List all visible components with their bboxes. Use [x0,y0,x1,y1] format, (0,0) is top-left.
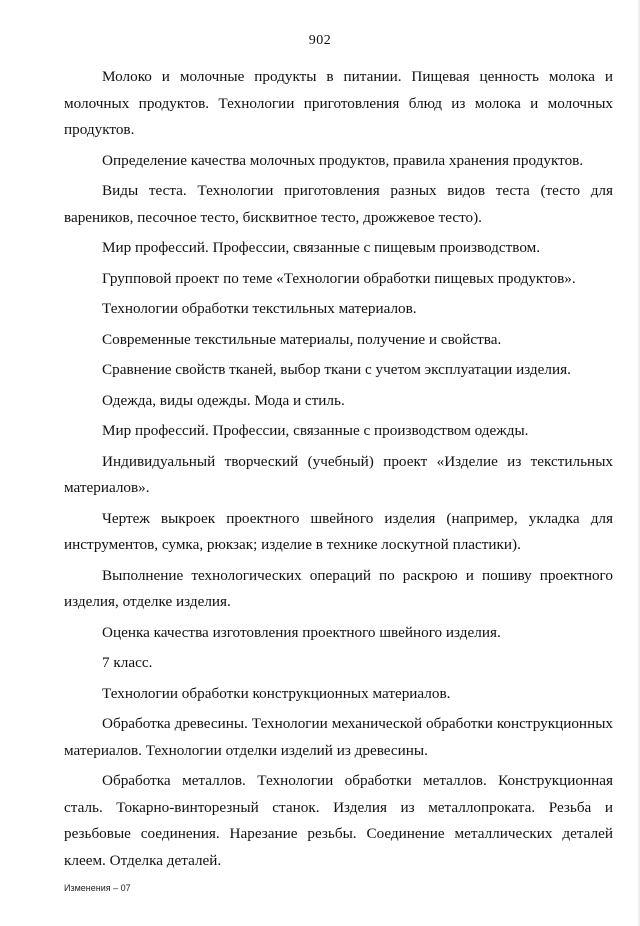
paragraph: Обработка древесины. Технологии механической обработки конструкционных материалов. Технологии отделки изделий из древесины. [64,715,613,759]
paragraph: Молоко и молочные продукты в питании. Пищевая ценность молока и молочных продуктов. Технологии приготовления блюд из молока и молочных продуктов. [64,68,613,138]
page-number: 902 [308,33,332,48]
footer-revision: Изменения – 07 [64,883,131,893]
paragraph: Чертеж выкроек проектного швейного изделия (например, укладка для инструментов, сумка, рюкзак; изделие в технике лоскутной пластики). [64,509,613,553]
paragraph: Индивидуальный творческий (учебный) проект «Изделие из текстильных материалов». [64,452,613,496]
paragraph: Виды теста. Технологии приготовления разных видов теста (тесто для вареников, песочное тесто, бисквитное тесто, дрожжевое тесто). [64,182,613,226]
paragraph: Групповой проект по теме «Технологии обработки пищевых продуктов». [102,269,576,287]
document-body [64,64,613,878]
paragraph: Выполнение технологических операций по раскрою и пошиву проектного изделия, отделке изделия. [64,566,613,610]
paragraph: Сравнение свойств тканей, выбор ткани с учетом эксплуатации изделия. [102,361,571,378]
paragraph: Технологии обработки текстильных материалов. [102,300,417,317]
paragraph: Оценка качества изготовления проектного швейного изделия. [102,623,501,641]
paragraph: Современные текстильные материалы, получение и свойства. [102,330,502,348]
paragraph: Обработка металлов. Технологии обработки металлов. Конструкционная сталь. Токарно-винторезный станок. Изделия из металлопроката. Резьба и резьбовые соединения. Нарезание резьбы. Соединение металлических деталей клеем. Отделка деталей. [64,772,613,869]
paragraph: Мир профессий. Профессии, связанные с производством одежды. [102,422,529,439]
grade-heading: 7 класс. [102,654,153,671]
paragraph: Мир профессий. Профессии, связанные с пищевым производством. [102,239,541,256]
paragraph: Определение качества молочных продуктов, правила хранения продуктов. [102,151,584,169]
paragraph: Одежда, виды одежды. Мода и стиль. [102,391,345,409]
paragraph: Технологии обработки конструкционных материалов. [102,684,451,702]
